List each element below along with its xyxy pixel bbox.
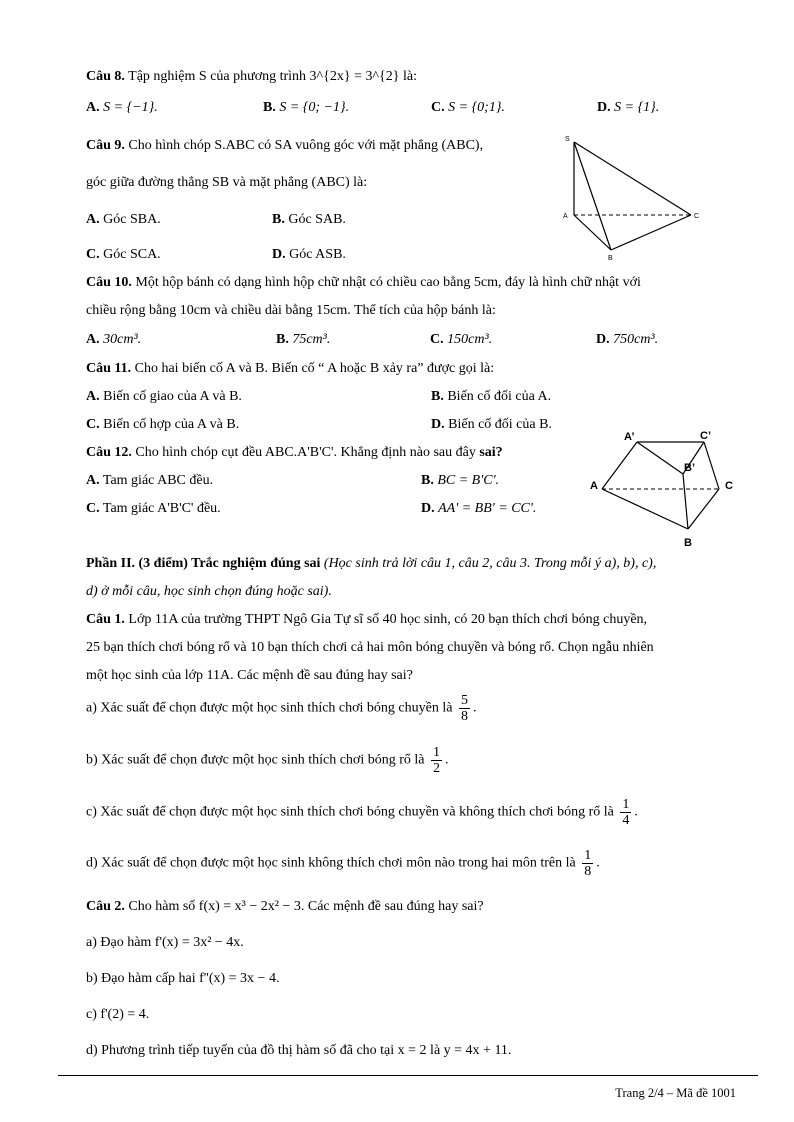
q8-stem <box>86 68 417 86</box>
p2q1-item-d[interactable]: d) Xác suất để chọn được một học sinh không thích chơi môn nào trong hai môn trên là $\frac{1}{8}$ . <box>86 848 600 879</box>
p2q1-item-a[interactable]: a) Xác suất để chọn được một học sinh thích chơi bóng chuyền là $\frac{5}{8}$ . <box>86 693 477 724</box>
q12-stem <box>86 444 503 462</box>
q8-text: Tập nghiệm S của phương trình 3^{2x} = 3^{2} là: <box>128 69 417 84</box>
q10-option-b[interactable]: B. 75cm³. <box>276 332 331 347</box>
label-b: B <box>608 255 613 262</box>
p2q1-line1: Lớp 11A của trường THPT Ngô Gia Tự sĩ số 40 học sinh, có 20 bạn thích chơi bóng chuyền, <box>128 612 648 627</box>
q10-line2: chiều rộng bằng 10cm và chiều dài bằng 15cm. Thể tích của hộp bánh là: <box>86 303 496 318</box>
p2q2-item-b[interactable]: b) Đạo hàm cấp hai f''(x) = 3x − 4. <box>86 971 280 986</box>
q11-option-b[interactable]: B. Biến cố đối của A. <box>431 389 552 404</box>
label-c: C <box>694 213 700 220</box>
q10-option-d[interactable]: D. 750cm³. <box>596 332 659 347</box>
q11-text: Cho hai biến cố A và B. Biến cố “ A hoặc B xảy ra” được gọi là: <box>134 361 495 376</box>
q10-label: Câu 10. <box>86 275 132 290</box>
q12-text: Cho hình chóp cụt đều ABC.A'B'C'. Khẳng định nào sau đây <box>135 445 476 460</box>
p2q2-item-d[interactable]: d) Phương trình tiếp tuyến của đồ thị hàm số đã cho tại x = 2 là y = 4x + 11. <box>86 1043 512 1058</box>
q10-line1: Một hộp bánh có dạng hình hộp chữ nhật có chiều cao bằng 5cm, đáy là hình chữ nhật với <box>135 275 641 290</box>
q9-stem <box>86 137 483 155</box>
q10-option-c[interactable]: C. 150cm³. <box>430 332 493 347</box>
p2q1-label: Câu 1. <box>86 612 125 627</box>
q9-option-d[interactable]: D. Góc ASB. <box>272 247 346 262</box>
p2q2-stem <box>86 898 484 916</box>
q10-option-a[interactable]: A. 30cm³. <box>86 332 142 347</box>
q12-emphasis: sai? <box>479 445 503 460</box>
p2q1-line2: 25 bạn thích chơi bóng rổ và 10 bạn thích chơi cả hai môn bóng chuyền và bóng rổ. Chọn ngẫu nhiên <box>86 640 654 655</box>
q9-option-b[interactable]: B. Góc SAB. <box>272 212 346 227</box>
p2q1-line3: một học sinh của lớp 11A. Các mệnh đề sau đúng hay sai? <box>86 668 413 683</box>
p2q1-stem <box>86 611 647 629</box>
q11-option-d[interactable]: D. Biến cố đối của B. <box>431 417 552 432</box>
q8-label: Câu 8. <box>86 69 125 84</box>
q12-option-c[interactable]: C. Tam giác A'B'C' đều. <box>86 501 221 516</box>
footer-divider <box>58 1075 758 1076</box>
q10-stem <box>86 274 641 292</box>
label-c-prime: C’ <box>700 430 711 442</box>
p2q2-text: Cho hàm số f(x) = x³ − 2x² − 3. Các mệnh đề sau đúng hay sai? <box>128 899 484 914</box>
label-c: C <box>725 480 733 492</box>
label-a: A <box>563 213 568 220</box>
part2-heading <box>86 555 656 573</box>
q8-option-a[interactable]: A. S = {−1}. <box>86 100 158 115</box>
frustum-figure <box>584 424 744 552</box>
p2q1-item-b[interactable]: b) Xác suất để chọn được một học sinh thích chơi bóng rổ là $\frac{1}{2}$ . <box>86 745 449 776</box>
q12-option-a[interactable]: A. Tam giác ABC đều. <box>86 473 214 488</box>
q8-option-d[interactable]: D. S = {1}. <box>597 100 660 115</box>
q8-option-b[interactable]: B. S = {0; −1}. <box>263 100 350 115</box>
p2q2-label: Câu 2. <box>86 899 125 914</box>
q9-label: Câu 9. <box>86 138 125 153</box>
q11-option-c[interactable]: C. Biến cố hợp của A và B. <box>86 417 240 432</box>
label-a: A <box>590 480 598 492</box>
page-footer: Trang 2/4 – Mã đề 1001 <box>615 1086 736 1100</box>
q12-label: Câu 12. <box>86 445 132 460</box>
label-b: B <box>684 537 692 549</box>
label-a-prime: A’ <box>624 431 635 443</box>
part2-title: Phần II. (3 điểm) Trắc nghiệm đúng sai <box>86 556 321 571</box>
part2-note: (Học sinh trả lời câu 1, câu 2, câu 3. Trong mỗi ý a), b), c), <box>323 556 657 571</box>
q11-stem <box>86 360 494 378</box>
q11-option-a[interactable]: A. Biến cố giao của A và B. <box>86 389 242 404</box>
p2q2-item-c[interactable]: c) f'(2) = 4. <box>86 1007 150 1022</box>
label-s: S <box>565 136 570 143</box>
pyramid-figure <box>556 132 706 262</box>
p2q2-item-a[interactable]: a) Đạo hàm f'(x) = 3x² − 4x. <box>86 935 244 950</box>
q9-option-c[interactable]: C. Góc SCA. <box>86 247 161 262</box>
q11-label: Câu 11. <box>86 361 132 376</box>
q9-line2: góc giữa đường thẳng SB và mặt phẳng (ABC) là: <box>86 175 368 190</box>
q9-option-a[interactable]: A. Góc SBA. <box>86 212 161 227</box>
q12-option-d[interactable]: D. AA' = BB' = CC'. <box>421 501 537 516</box>
q12-option-b[interactable]: B. BC = B'C'. <box>421 473 500 488</box>
q9-line1: Cho hình chóp S.ABC có SA vuông góc với mặt phẳng (ABC), <box>128 138 484 153</box>
label-b-prime: B’ <box>684 462 695 474</box>
p2q1-item-c[interactable]: c) Xác suất để chọn được một học sinh thích chơi bóng chuyền và không thích chơi bóng rổ là $\frac{1}{4}$ . <box>86 797 638 828</box>
q8-option-c[interactable]: C. S = {0;1}. <box>431 100 505 115</box>
part2-note-2: d) ở mỗi câu, học sinh chọn đúng hoặc sai). <box>86 584 332 599</box>
